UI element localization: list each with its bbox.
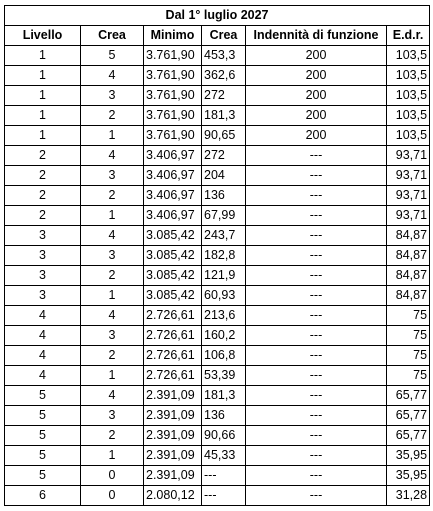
cell-livello: 6: [5, 486, 81, 506]
cell-edr: 93,71: [387, 166, 430, 186]
cell-crea: 1: [81, 206, 144, 226]
cell-livello: 1: [5, 66, 81, 86]
cell-minimo: 3.761,90: [144, 106, 202, 126]
cell-crea-amount: 272: [202, 86, 246, 106]
cell-edr: 103,5: [387, 106, 430, 126]
cell-crea-amount: 243,7: [202, 226, 246, 246]
cell-minimo: 3.761,90: [144, 66, 202, 86]
cell-crea-amount: 90,65: [202, 126, 246, 146]
cell-edr: 75: [387, 366, 430, 386]
cell-crea: 2: [81, 266, 144, 286]
header-row: [5, 26, 430, 46]
table-row: [5, 226, 430, 246]
cell-minimo: 2.391,09: [144, 406, 202, 426]
table-row: [5, 66, 430, 86]
cell-indennita: ---: [246, 366, 387, 386]
table-row: [5, 386, 430, 406]
header-indennita: Indennità di funzione: [246, 26, 387, 46]
cell-crea: 3: [81, 86, 144, 106]
cell-edr: 93,71: [387, 186, 430, 206]
cell-indennita: ---: [246, 486, 387, 506]
cell-livello: 2: [5, 146, 81, 166]
cell-indennita: ---: [246, 426, 387, 446]
cell-minimo: 3.085,42: [144, 226, 202, 246]
cell-crea: 4: [81, 66, 144, 86]
cell-crea: 1: [81, 366, 144, 386]
cell-crea: 0: [81, 486, 144, 506]
cell-minimo: 3.085,42: [144, 266, 202, 286]
cell-livello: 5: [5, 466, 81, 486]
cell-indennita: ---: [246, 166, 387, 186]
cell-edr: 65,77: [387, 386, 430, 406]
table-row: [5, 326, 430, 346]
cell-crea-amount: 121,9: [202, 266, 246, 286]
cell-edr: 35,95: [387, 446, 430, 466]
cell-minimo: 2.726,61: [144, 366, 202, 386]
cell-livello: 2: [5, 186, 81, 206]
cell-crea: 3: [81, 166, 144, 186]
cell-indennita: ---: [246, 406, 387, 426]
table-row: [5, 126, 430, 146]
cell-edr: 84,87: [387, 226, 430, 246]
salary-table: [4, 5, 430, 506]
cell-edr: 75: [387, 326, 430, 346]
header-minimo: Minimo: [144, 26, 202, 46]
cell-crea-amount: 181,3: [202, 106, 246, 126]
cell-livello: 3: [5, 246, 81, 266]
cell-livello: 1: [5, 126, 81, 146]
cell-crea-amount: 181,3: [202, 386, 246, 406]
cell-indennita: 200: [246, 46, 387, 66]
cell-crea: 3: [81, 406, 144, 426]
header-edr: E.d.r.: [387, 26, 430, 46]
cell-minimo: 2.080,12: [144, 486, 202, 506]
cell-edr: 75: [387, 346, 430, 366]
table-body: [5, 46, 430, 506]
cell-livello: 2: [5, 206, 81, 226]
cell-minimo: 3.406,97: [144, 206, 202, 226]
cell-minimo: 3.085,42: [144, 246, 202, 266]
cell-edr: 84,87: [387, 286, 430, 306]
title-row: [5, 6, 430, 26]
header-crea-amount: Crea: [202, 26, 246, 46]
table-row: [5, 466, 430, 486]
table-row: [5, 366, 430, 386]
cell-indennita: ---: [246, 346, 387, 366]
cell-minimo: 2.391,09: [144, 466, 202, 486]
cell-livello: 4: [5, 346, 81, 366]
cell-edr: 75: [387, 306, 430, 326]
table-head: [5, 6, 430, 46]
table-row: [5, 106, 430, 126]
cell-crea: 4: [81, 146, 144, 166]
cell-minimo: 3.761,90: [144, 46, 202, 66]
cell-crea-amount: 160,2: [202, 326, 246, 346]
cell-edr: 31,28: [387, 486, 430, 506]
cell-edr: 103,5: [387, 86, 430, 106]
cell-indennita: ---: [246, 226, 387, 246]
table-row: [5, 166, 430, 186]
header-crea: Crea: [81, 26, 144, 46]
cell-indennita: ---: [246, 326, 387, 346]
salary-table-container: [4, 5, 430, 506]
cell-livello: 4: [5, 326, 81, 346]
cell-minimo: 3.085,42: [144, 286, 202, 306]
table-row: [5, 146, 430, 166]
table-row: [5, 186, 430, 206]
cell-minimo: 3.406,97: [144, 146, 202, 166]
table-row: [5, 206, 430, 226]
cell-indennita: ---: [246, 206, 387, 226]
cell-livello: 5: [5, 386, 81, 406]
cell-minimo: 2.391,09: [144, 426, 202, 446]
cell-crea-amount: ---: [202, 466, 246, 486]
cell-crea-amount: 106,8: [202, 346, 246, 366]
table-row: [5, 286, 430, 306]
cell-crea: 4: [81, 386, 144, 406]
cell-indennita: ---: [246, 246, 387, 266]
cell-crea-amount: 204: [202, 166, 246, 186]
cell-crea-amount: 272: [202, 146, 246, 166]
cell-livello: 2: [5, 166, 81, 186]
table-row: [5, 446, 430, 466]
cell-crea-amount: 45,33: [202, 446, 246, 466]
cell-crea-amount: 53,39: [202, 366, 246, 386]
table-row: [5, 246, 430, 266]
cell-edr: 35,95: [387, 466, 430, 486]
cell-livello: 4: [5, 366, 81, 386]
cell-minimo: 3.406,97: [144, 186, 202, 206]
table-row: [5, 426, 430, 446]
cell-crea-amount: 67,99: [202, 206, 246, 226]
cell-crea: 4: [81, 306, 144, 326]
cell-edr: 65,77: [387, 406, 430, 426]
cell-crea: 3: [81, 246, 144, 266]
table-title: Dal 1° luglio 2027: [5, 6, 430, 26]
cell-crea: 4: [81, 226, 144, 246]
cell-minimo: 2.726,61: [144, 346, 202, 366]
cell-edr: 93,71: [387, 146, 430, 166]
cell-indennita: 200: [246, 126, 387, 146]
cell-crea-amount: 362,6: [202, 66, 246, 86]
cell-crea-amount: 182,8: [202, 246, 246, 266]
cell-edr: 84,87: [387, 266, 430, 286]
cell-minimo: 3.406,97: [144, 166, 202, 186]
cell-indennita: 200: [246, 66, 387, 86]
cell-indennita: ---: [246, 146, 387, 166]
cell-livello: 1: [5, 86, 81, 106]
cell-crea: 2: [81, 346, 144, 366]
cell-minimo: 3.761,90: [144, 86, 202, 106]
cell-crea-amount: 60,93: [202, 286, 246, 306]
cell-livello: 5: [5, 446, 81, 466]
cell-crea: 5: [81, 46, 144, 66]
cell-crea: 1: [81, 446, 144, 466]
cell-indennita: 200: [246, 86, 387, 106]
cell-indennita: ---: [246, 186, 387, 206]
cell-indennita: ---: [246, 306, 387, 326]
cell-minimo: 3.761,90: [144, 126, 202, 146]
cell-indennita: ---: [246, 266, 387, 286]
cell-livello: 4: [5, 306, 81, 326]
cell-edr: 65,77: [387, 426, 430, 446]
cell-crea-amount: 136: [202, 186, 246, 206]
cell-indennita: ---: [246, 466, 387, 486]
cell-edr: 84,87: [387, 246, 430, 266]
cell-crea: 0: [81, 466, 144, 486]
cell-crea-amount: 453,3: [202, 46, 246, 66]
cell-livello: 3: [5, 226, 81, 246]
cell-crea: 1: [81, 126, 144, 146]
cell-indennita: ---: [246, 446, 387, 466]
cell-minimo: 2.726,61: [144, 306, 202, 326]
cell-crea-amount: 90,66: [202, 426, 246, 446]
cell-indennita: ---: [246, 286, 387, 306]
cell-livello: 3: [5, 286, 81, 306]
table-row: [5, 86, 430, 106]
cell-edr: 103,5: [387, 66, 430, 86]
cell-minimo: 2.391,09: [144, 446, 202, 466]
cell-livello: 5: [5, 406, 81, 426]
cell-livello: 1: [5, 46, 81, 66]
table-row: [5, 266, 430, 286]
cell-crea-amount: ---: [202, 486, 246, 506]
cell-indennita: ---: [246, 386, 387, 406]
table-row: [5, 486, 430, 506]
cell-crea: 3: [81, 326, 144, 346]
cell-edr: 93,71: [387, 206, 430, 226]
table-row: [5, 46, 430, 66]
cell-crea-amount: 136: [202, 406, 246, 426]
cell-livello: 3: [5, 266, 81, 286]
header-livello: Livello: [5, 26, 81, 46]
table-row: [5, 306, 430, 326]
cell-crea: 2: [81, 426, 144, 446]
table-row: [5, 406, 430, 426]
cell-edr: 103,5: [387, 46, 430, 66]
cell-livello: 5: [5, 426, 81, 446]
cell-crea: 2: [81, 186, 144, 206]
cell-minimo: 2.391,09: [144, 386, 202, 406]
cell-livello: 1: [5, 106, 81, 126]
cell-crea: 1: [81, 286, 144, 306]
table-row: [5, 346, 430, 366]
cell-indennita: 200: [246, 106, 387, 126]
cell-crea: 2: [81, 106, 144, 126]
cell-crea-amount: 213,6: [202, 306, 246, 326]
cell-minimo: 2.726,61: [144, 326, 202, 346]
cell-edr: 103,5: [387, 126, 430, 146]
